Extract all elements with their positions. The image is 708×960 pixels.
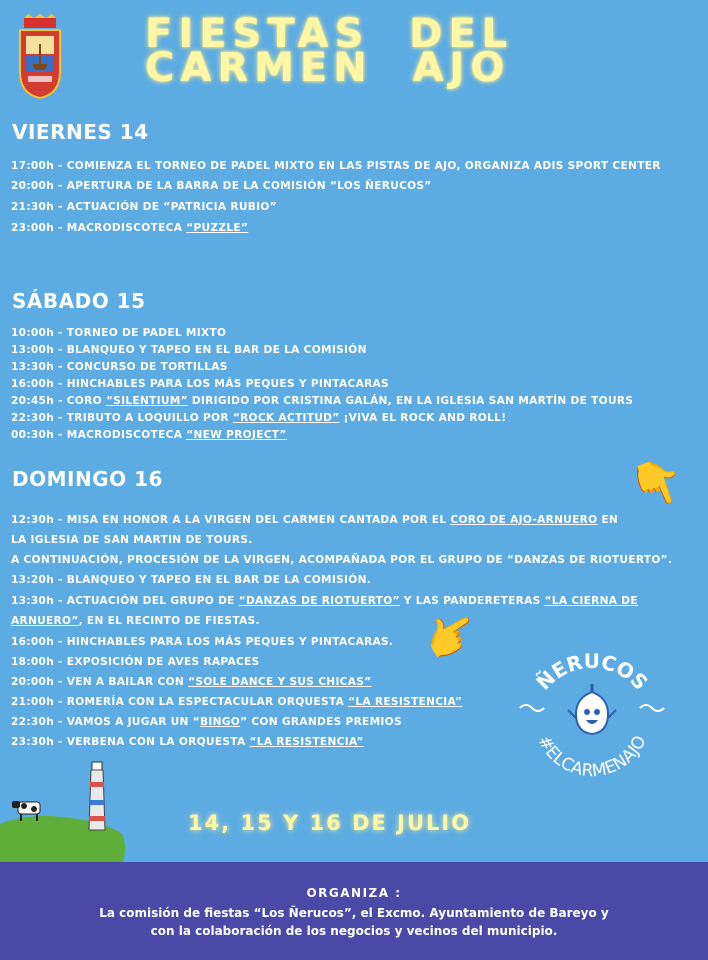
footer-organiza: ORGANIZA : xyxy=(306,886,402,900)
event-text: 23:00h - MACRODISCOTECA xyxy=(11,222,187,234)
event-text: DIRIGIDO POR CRISTINA GALÁN, EN LA IGLESIA SAN MARTÍN DE TOURS xyxy=(187,395,634,407)
list-item: 13:00h - BLANQUEO Y TAPEO EN EL BAR DE LA COMISIÓN xyxy=(11,344,367,356)
sabado-events xyxy=(11,325,694,444)
list-item: 10:00h - TORNEO DE PADEL MIXTO xyxy=(11,327,227,339)
list-item xyxy=(11,220,694,237)
event-text: 22:30h - TRIBUTO A LOQUILLO POR xyxy=(11,412,233,424)
footer xyxy=(0,862,708,960)
event-text: 23:30h - VERBENA CON LA ORQUESTA xyxy=(11,736,250,748)
event-text: 12:30h - MISA EN HONOR A LA VIRGEN DEL CARMEN CANTADA POR EL xyxy=(11,514,451,526)
event-text: 20:00h - VEN A BAILAR CON xyxy=(11,676,189,688)
list-item xyxy=(11,393,694,410)
coat-of-arms-icon xyxy=(16,14,64,100)
list-item: 13:30h - CONCURSO DE TORTILLAS xyxy=(11,361,228,373)
event-text: Y LAS PANDERETERAS xyxy=(399,595,545,607)
badge-top-text: ÑERUCOS xyxy=(531,648,653,695)
list-item: A CONTINUACIÓN, PROCESIÓN DE LA VIRGEN, ACOMPAÑADA POR EL GRUPO DE “DANZAS DE RIOTUERTO”. xyxy=(11,554,673,566)
event-link[interactable]: “LA RESISTENCIA” xyxy=(348,696,463,708)
list-item: 16:00h - HINCHABLES PARA LOS MÁS PEQUES Y PINTACARAS. xyxy=(11,636,394,648)
footer-line2: con la colaboración de los negocios y vecinos del municipio. xyxy=(150,924,558,938)
footer-line1: La comisión de fiestas “Los Ñerucos”, el Excmo. Ayuntamiento de Bareyo y xyxy=(99,906,609,920)
list-item: 18:00h - EXPOSICIÓN DE AVES RAPACES xyxy=(11,656,260,668)
list-item xyxy=(11,591,694,631)
page-title xyxy=(145,11,514,94)
event-text: ” CON GRANDES PREMIOS xyxy=(240,716,402,728)
event-link[interactable]: CORO DE AJO-ARNUERO xyxy=(450,514,598,526)
viernes-events xyxy=(11,156,694,237)
event-link[interactable]: “LA RESISTENCIA” xyxy=(249,736,364,748)
event-link[interactable]: “NEW PROJECT” xyxy=(186,429,287,441)
event-text: 13:30h - ACTUACIÓN DEL GRUPO DE xyxy=(11,595,239,607)
garlic-mascot-icon xyxy=(568,684,616,734)
event-link[interactable]: “LA CIERNA DE ARNUERO” xyxy=(11,595,638,627)
event-link[interactable]: “PUZZLE” xyxy=(186,222,249,234)
event-link[interactable]: “SOLE DANCE Y SUS CHICAS” xyxy=(188,676,372,688)
event-link[interactable]: “SILENTIUM” xyxy=(105,395,188,407)
event-text: 22:30h - VAMOS A JUGAR UN “ xyxy=(11,716,200,728)
festival-dates: 14, 15 Y 16 DE JULIO xyxy=(188,811,472,835)
nerucos-badge xyxy=(512,648,672,808)
event-text: EN LA IGLESIA DE SAN MARTIN DE TOURS. xyxy=(11,514,619,546)
list-item: 20:00h - APERTURA DE LA BARRA DE LA COMISIÓN “LOS ÑERUCOS” xyxy=(11,180,432,192)
event-text: 00:30h - MACRODISCOTECA xyxy=(11,429,187,441)
event-text: 21:00h - ROMERÍA CON LA ESPECTACULAR ORQUESTA xyxy=(11,696,349,708)
day-heading-domingo: DOMINGO 16 xyxy=(12,467,163,491)
event-link[interactable]: BINGO xyxy=(199,716,241,728)
list-item xyxy=(11,510,694,550)
title-line1: FIESTAS DEL xyxy=(145,11,514,57)
title-line2: CARMEN AJO xyxy=(145,45,511,91)
event-link[interactable]: “DANZAS DE RIOTUERTO” xyxy=(238,595,400,607)
event-text: 20:45h - CORO xyxy=(11,395,106,407)
list-item: 16:00h - HINCHABLES PARA LOS MÁS PEQUES Y PINTACARAS xyxy=(11,378,389,390)
pointing-hand-icon: 👉 xyxy=(414,600,488,673)
badge-bottom-text: #ELCARMENAJO xyxy=(533,732,651,782)
cow-icon xyxy=(10,796,48,822)
pointing-down-hand-icon: 👇 xyxy=(622,450,692,517)
list-item: 13:20h - BLANQUEO Y TAPEO EN EL BAR DE LA COMISIÓN. xyxy=(11,574,372,586)
list-item xyxy=(11,410,694,427)
day-heading-viernes: VIERNES 14 xyxy=(12,120,149,144)
list-item: 21:30h - ACTUACIÓN DE “PATRICIA RUBIO” xyxy=(11,201,277,213)
event-text: ¡VIVA EL ROCK AND ROLL! xyxy=(339,412,507,424)
list-item xyxy=(11,427,694,444)
event-text: , EN EL RECINTO DE FIESTAS. xyxy=(78,615,260,627)
list-item: 17:00h - COMIENZA EL TORNEO DE PADEL MIXTO EN LAS PISTAS DE AJO, ORGANIZA ADIS SPORT CENTER xyxy=(11,160,661,172)
event-link[interactable]: “ROCK ACTITUD” xyxy=(232,412,340,424)
lighthouse-icon xyxy=(82,760,112,835)
day-heading-sabado: SÁBADO 15 xyxy=(12,289,146,313)
